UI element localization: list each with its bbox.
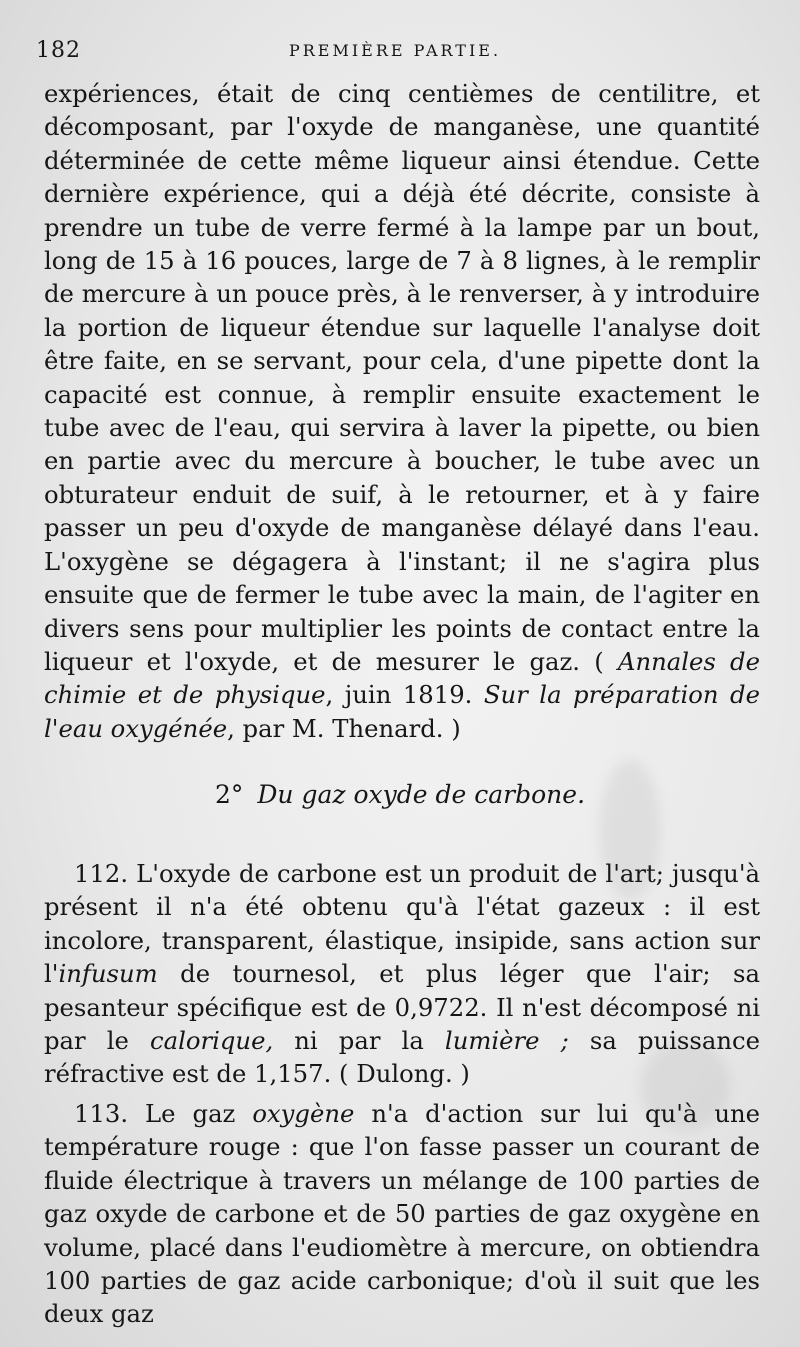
paragraph-112: [44, 857, 760, 1091]
section-heading: [0, 780, 800, 809]
page-number: 182: [36, 38, 81, 63]
citation-journal: Annales de chimie et de physique: [44, 646, 760, 710]
citation-article: Sur la préparation de l'eau oxygénée: [44, 680, 760, 743]
running-title: PREMIÈRE PARTIE.: [288, 41, 502, 60]
paragraph-1: [44, 77, 760, 745]
paragraph-113-text: n'a d'action sur lui qu'à une température rouge : que l'on fasse passer un courant de fluide électrique à travers un mélange de 100 parties de gaz oxyde de carbone et de 50 parties de gaz oxygène en volume, placé dans l'eudiomètre à mercure, on obtiendra 100 parties de gaz acide carbonique; d'où il suit que les deux gaz: [44, 1099, 760, 1329]
paragraph-113-text: 113. Le gaz: [74, 1099, 253, 1128]
citation-date: , juin 1819.: [325, 680, 473, 710]
paragraph-112-text: 112. L'oxyde de carbone est un produit de l'art; jusqu'à présent il n'a été obtenu qu'à l'état gazeux : il est incolore, transparent, élastique, insipide, sans action sur l': [44, 859, 760, 989]
citation-author: , par M. Thenard. ): [227, 713, 461, 743]
paragraph-113: [44, 1097, 760, 1331]
paragraph-112-text: ni par la: [273, 1026, 445, 1056]
term-oxygene: oxygène: [252, 1099, 355, 1128]
section-number: 2°: [214, 780, 244, 809]
paragraph-112-text: de tournesol, et plus léger que l'air; sa pesanteur spécifique est de 0,9722. Il n'est décomposé ni par le: [44, 959, 760, 1056]
term-lumiere: lumière ;: [444, 1026, 569, 1056]
page-header: [0, 38, 800, 72]
term-calorique: calorique,: [150, 1026, 274, 1056]
paragraph-112-text: sa puissance réfractive est de 1,157. ( Dulong. ): [44, 1026, 760, 1089]
paragraph-1-text: expériences, était de cinq centièmes de centilitre, et décomposant, par l'oxyde de manganèse, une quantité déterminée de cette même liqueur ainsi étendue. Cette dernière expérience, qui a déjà été décrite, consiste à prendre un tube de verre fermé à la lampe par un bout, long de 15 à 16 pouces, large de 7 à 8 lignes, à le remplir de mercure à un pouce près, à le renverser, à y introduire la portion de liqueur étendue sur laquelle l'analyse doit être faite, en se servant, pour cela, d'une pipette dont la capacité est connue, à remplir ensuite exactement le tube avec de l'eau, qui servira à laver la pipette, ou bien en partie avec du mercure à boucher, le tube avec un obturateur enduit de suif, à le retourner, et à y faire passer un peu d'oxyde de manganèse délayé dans l'eau. L'oxygène se dégagera à l'instant; il ne s'agira plus ensuite que de fermer le tube avec la main, de l'agiter en divers sens pour multiplier les points de contact entre la liqueur et l'oxyde, et de mesurer le gaz. (: [44, 79, 760, 676]
section-title: Du gaz oxyde de carbone.: [257, 780, 586, 809]
term-infusum: infusum: [58, 959, 158, 989]
